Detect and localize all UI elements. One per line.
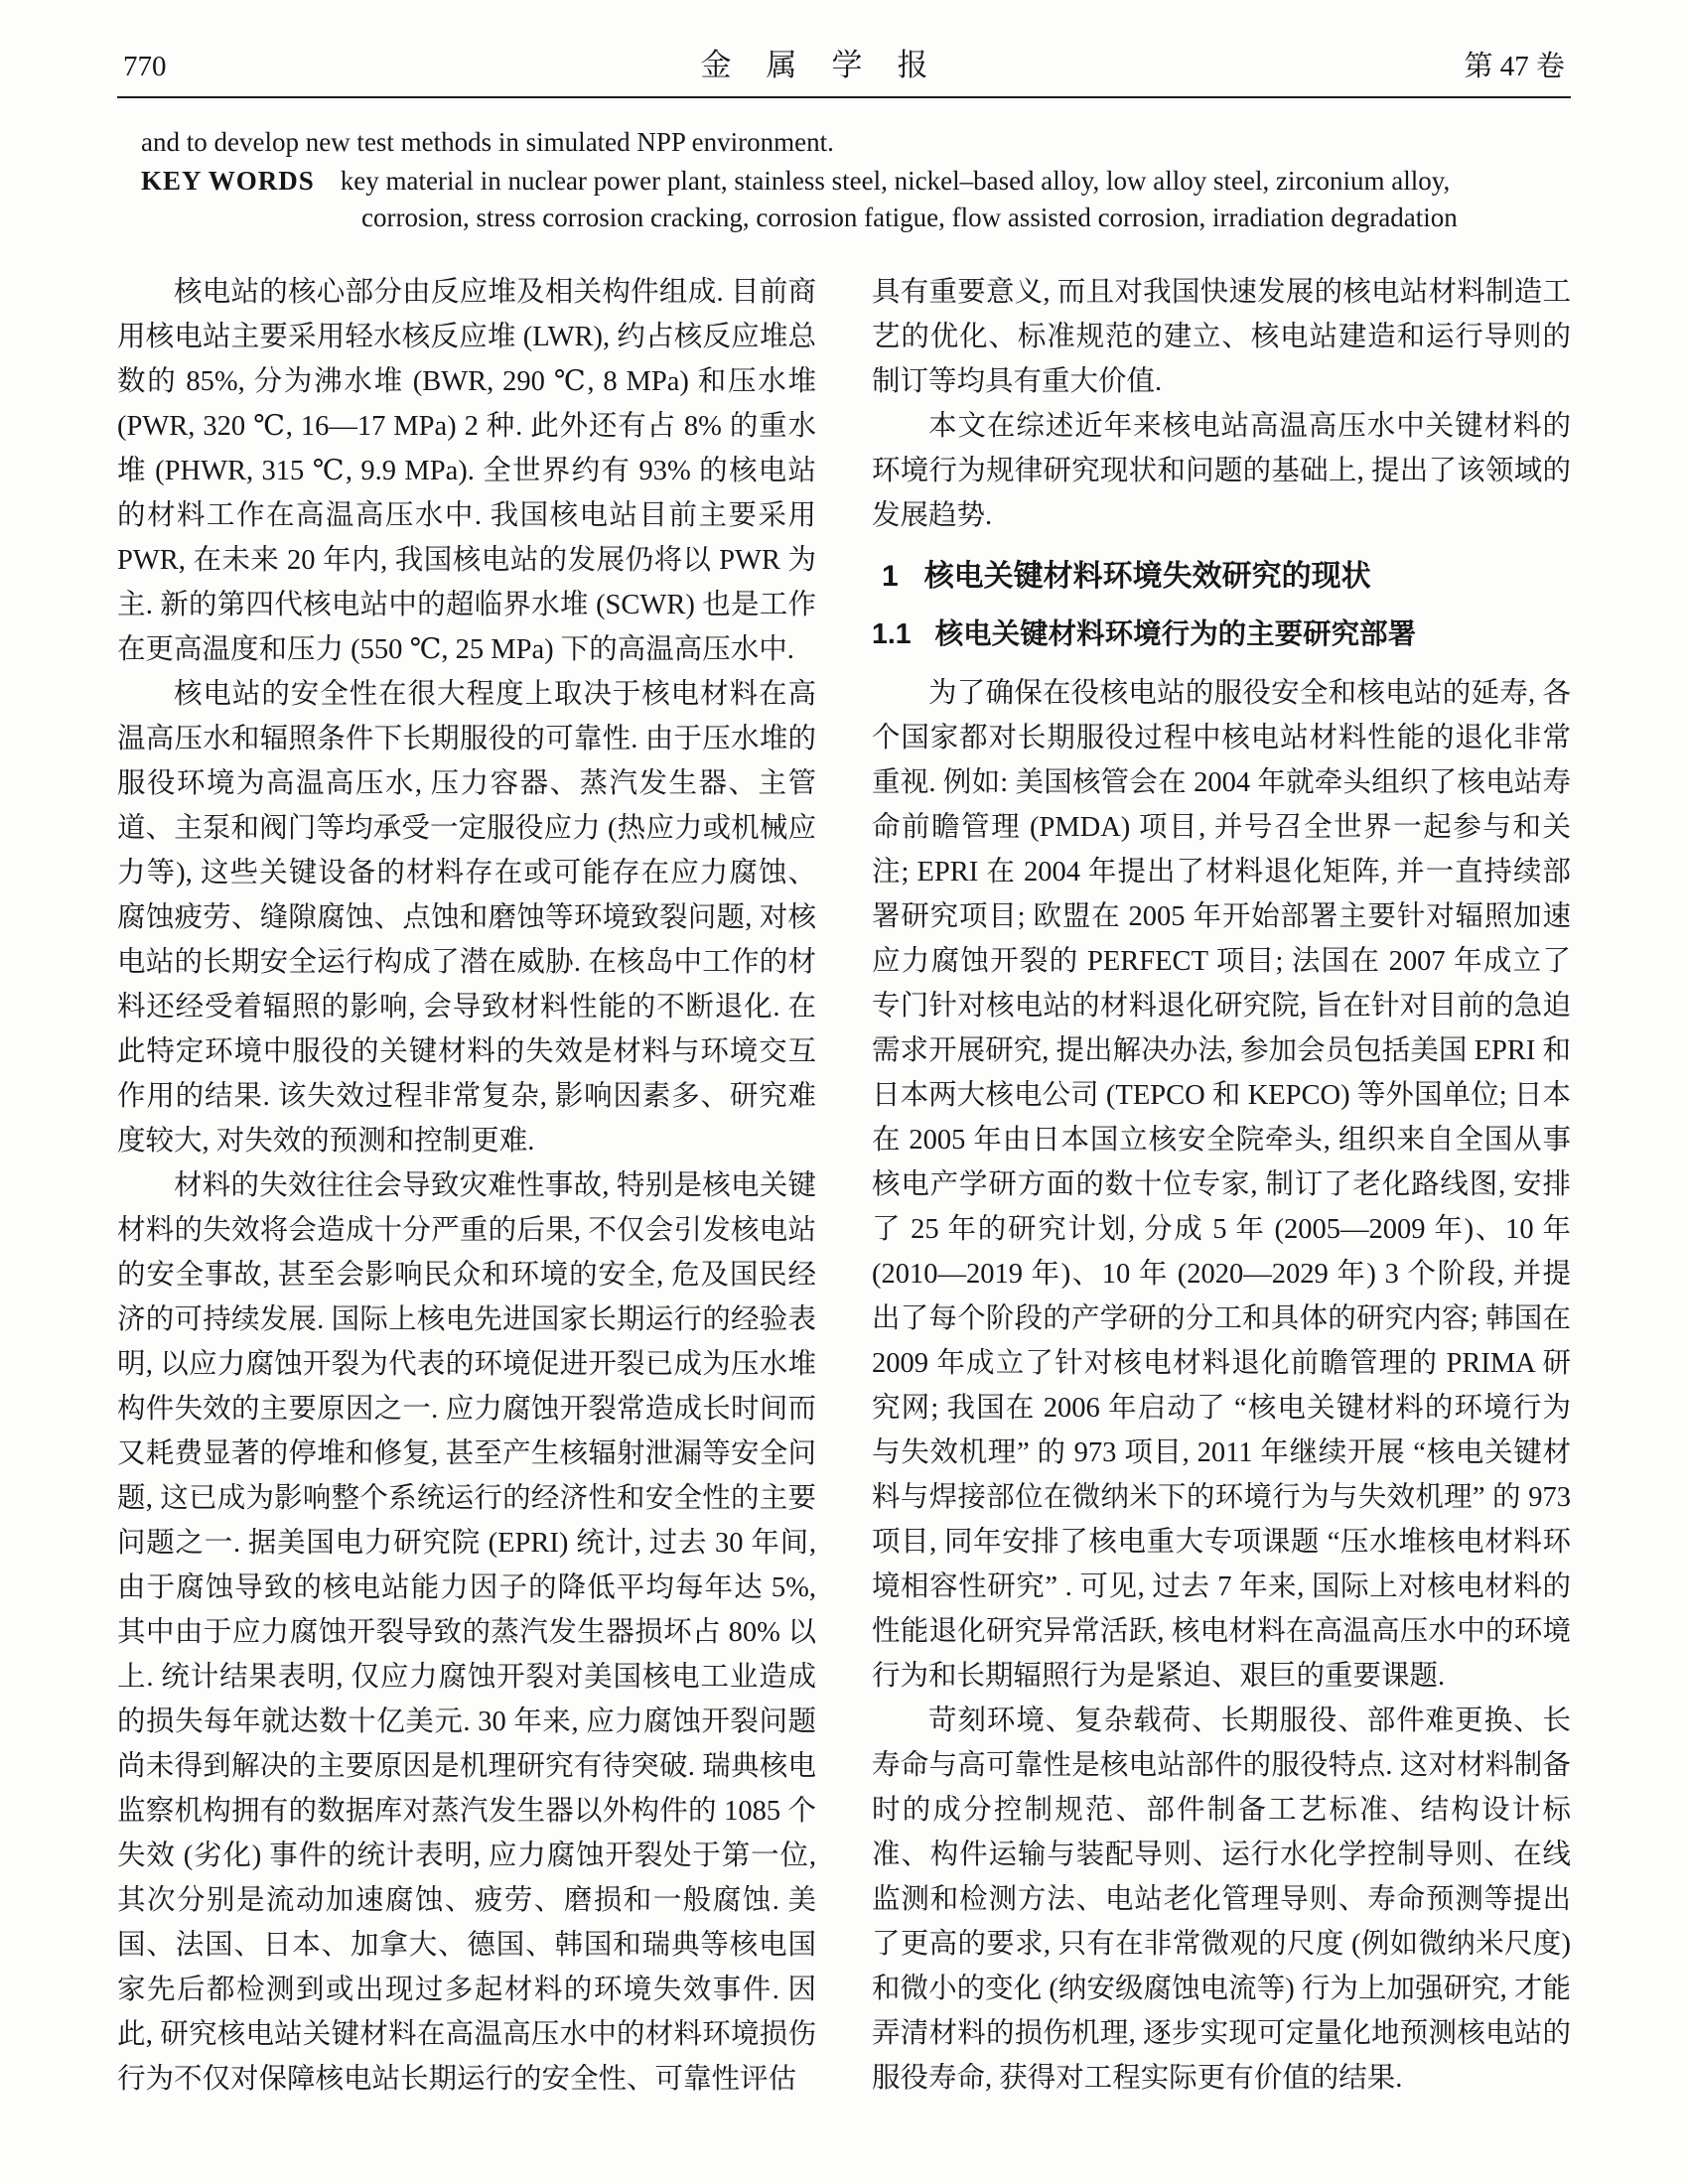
body-paragraph: 材料的失效往往会导致灾难性事故, 特别是核电关键材料的失效将会造成十分严重的后果, 不仅会引发核电站的安全事故, 甚至会影响民众和环境的安全, 危及国民经济的可持续发展. 国际上核电先进国家长期运行的经验表明, 以应力腐蚀开裂为代表的环境促进开裂已成为压水堆构件失效的主要原因之一. 应力腐蚀开裂常造成长时间而又耗费显著的停堆和修复, 甚至产生核辐射泄漏等安全问题, 这已成为影响整个系统运行的经济性和安全性的主要问题之一. 据美国电力研究院 (EPRI) 统计, 过去 30 年间, 由于腐蚀导致的核电站能力因子的降低平均每年达 5%, 其中由于应力腐蚀开裂导致的蒸汽发生器损坏占 80% 以上. 统计结果表明, 仅应力腐蚀开裂对美国核电工业造成的损失每年就达数十亿美元. 30 年来, 应力腐蚀开裂问题尚未得到解决的主要原因是机理研究有待突破. 瑞典核电监察机构拥有的数据库对蒸汽发生器以外构件的 1085 个失效 (劣化) 事件的统计表明, 应力腐蚀开裂处于第一位, 其次分别是流动加速腐蚀、疲劳、磨损和一般腐蚀. 美国、法国、日本、加拿大、德国、韩国和瑞典等核电国家先后都检测到或出现过多起材料的环境失效事件. 因此, 研究核电站关键材料在高温高压水中的材料环境损伤行为不仅对保障核电站长期运行的安全性、可靠性评估 (117, 1170, 816, 2095)
section-number: 1 (882, 560, 899, 593)
volume-label: 第 47 卷 (1464, 51, 1565, 82)
left-column (117, 270, 816, 2102)
body-paragraph: 为了确保在役核电站的服役安全和核电站的延寿, 各个国家都对长期服役过程中核电站材料性能的退化非常重视. 例如: 美国核管会在 2004 年就牵头组织了核电站寿命前瞻管理 (PMDA) 项目, 并号召全世界一起参与和关注; EPRI 在 2004 年提出了材料退化矩阵, 并一直持续部署研究项目; 欧盟在 2005 年开始部署主要针对辐照加速应力腐蚀开裂的 PERFECT 项目; 法国在 2007 年成立了专门针对核电站的材料退化研究院, 旨在针对目前的急迫需求开展研究, 提出解决办法, 参加会员包括美国 EPRI 和日本两大核电公司 (TEPCO 和 KEPCO) 等外国单位; 日本在 2005 年由日本国立核安全院牵头, 组织来自全国从事核电产学研方面的数十位专家, 制订了老化路线图, 安排了 25 年的研究计划, 分成 5 年 (2005—2009 年)、10 年 (2010—2019 年)、10 年 (2020—2029 年) 3 个阶段, 并提出了每个阶段的产学研的分工和具体的研究内容; 韩国在 2009 年成立了针对核电材料退化前瞻管理的 PRIMA 研究网; 我国在 2006 年启动了 “核电关键材料的环境行为与失效机理” 的 973 项目, 2011 年继续开展 “核电关键材料与焊接部位在微纳米下的环境行为与失效机理” 的 973 项目, 同年安排了核电重大专项课题 “压水堆核电材料环境相容性研究” . 可见, 过去 7 年来, 国际上对核电材料的性能退化研究异常活跃, 核电材料在高温高压水中的环境行为和长期辐照行为是紧迫、艰巨的重要课题. (872, 678, 1571, 1692)
header-rule (117, 96, 1571, 98)
body-paragraph: 苛刻环境、复杂载荷、长期服役、部件难更换、长寿命与高可靠性是核电站部件的服役特点. 这对材料制备时的成分控制规范、部件制备工艺标准、结构设计标准、构件运输与装配导则、运行水化学控制导则、在线监测和检测方法、电站老化管理导则、寿命预测等提出了更高的要求, 只有在非常微观的尺度 (例如微纳米尺度) 和微小的变化 (纳安级腐蚀电流等) 行为上加强研究, 才能弄清材料的损伤机理, 逐步实现可定量化地预测核电站的服役寿命, 获得对工程实际更有价值的结果. (872, 1706, 1571, 2094)
abstract-continuation-line: and to develop new test methods in simulated NPP environment. (141, 127, 834, 157)
journal-title: 金 属 学 报 (700, 48, 930, 82)
abstract-tail (141, 124, 1561, 236)
right-column (872, 270, 1571, 2102)
keywords-text: key material in nuclear power plant, stainless steel, nickel–based alloy, low alloy steel, zirconium alloy, corrosion, stress corrosion cracking, corrosion fatigue, flow assisted corrosion, irradiation degradation (340, 166, 1458, 232)
keywords-block (141, 163, 1561, 236)
keywords-label: KEY WORDS (141, 166, 315, 196)
two-column-body (117, 270, 1571, 2102)
page-number: 770 (123, 51, 167, 82)
running-head (117, 34, 1571, 96)
body-paragraph: 本文在综述近年来核电站高温高压水中关键材料的环境行为规律研究现状和问题的基础上, 提出了该领域的发展趋势. (872, 411, 1571, 531)
section-heading (872, 554, 1571, 599)
subsection-heading (872, 613, 1571, 657)
subsection-number: 1.1 (872, 618, 912, 650)
body-paragraph-continuation: 具有重要意义, 而且对我国快速发展的核电站材料制造工艺的优化、标准规范的建立、核电站建造和运行导则的制订等均具有重大价值. (872, 277, 1571, 397)
section-title: 核电关键材料环境失效研究的现状 (923, 560, 1371, 593)
subsection-title: 核电关键材料环境行为的主要研究部署 (934, 618, 1417, 650)
body-paragraph: 核电站的核心部分由反应堆及相关构件组成. 目前商用核电站主要采用轻水核反应堆 (LWR), 约占核反应堆总数的 85%, 分为沸水堆 (BWR, 290 ℃, 8 MPa) 和压水堆 (PWR, 320 ℃, 16—17 MPa) 2 种. 此外还有占 8% 的重水堆 (PHWR, 315 ℃, 9.9 MPa). 全世界约有 93% 的核电站的材料工作在高温高压水中. 我国核电站目前主要采用 PWR, 在未来 20 年内, 我国核电站的发展仍将以 PWR 为主. 新的第四代核电站中的超临界水堆 (SCWR) 也是工作在更高温度和压力 (550 ℃, 25 MPa) 下的高温高压水中. (117, 277, 816, 665)
body-paragraph: 核电站的安全性在很大程度上取决于核电材料在高温高压水和辐照条件下长期服役的可靠性. 由于压水堆的服役环境为高温高压水, 压力容器、蒸汽发生器、主管道、主泵和阀门等均承受一定服役应力 (热应力或机械应力等), 这些关键设备的材料存在或可能存在应力腐蚀、腐蚀疲劳、缝隙腐蚀、点蚀和磨蚀等环境致裂问题, 对核电站的长期安全运行构成了潜在威胁. 在核岛中工作的材料还经受着辐照的影响, 会导致材料性能的不断退化. 在此特定环境中服役的关键材料的失效是材料与环境交互作用的结果. 该失效过程非常复杂, 影响因素多、研究难度较大, 对失效的预测和控制更难. (117, 679, 816, 1157)
